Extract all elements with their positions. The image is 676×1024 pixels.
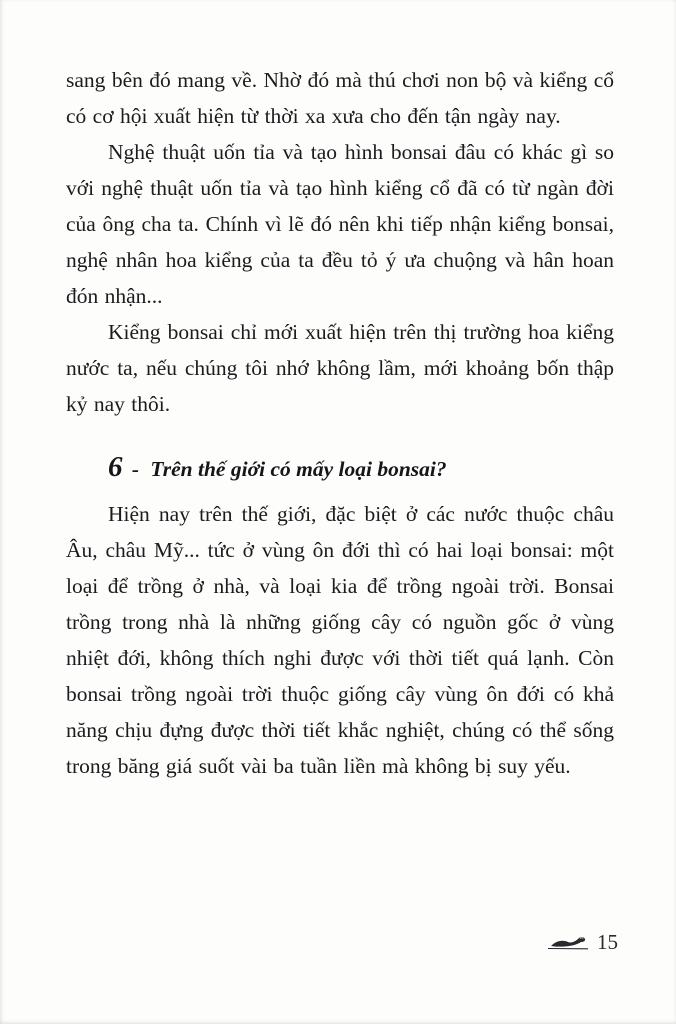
page-footer xyxy=(547,930,618,954)
section-heading xyxy=(66,450,614,486)
text-block xyxy=(66,62,614,784)
page-number: 15 xyxy=(597,930,618,954)
bird-sketch-icon xyxy=(547,933,589,954)
paragraph: Kiểng bonsai chỉ mới xuất hiện trên thị trường hoa kiểng nước ta, nếu chúng tôi nhớ không lầm, mới khoảng bốn thập kỷ nay thôi. xyxy=(66,320,614,416)
section-heading-dash: - xyxy=(131,457,140,481)
paragraph: sang bên đó mang về. Nhờ đó mà thú chơi non bộ và kiểng cổ có cơ hội xuất hiện từ thời xa xưa cho đến tận ngày nay. xyxy=(66,68,614,128)
paragraph: Nghệ thuật uốn tỉa và tạo hình bonsai đâu có khác gì so với nghệ thuật uốn tỉa và tạo hình kiểng cổ đã có từ ngàn đời của ông cha ta. Chính vì lẽ đó nên khi tiếp nhận kiểng bonsai, nghệ nhân hoa kiểng của ta đều tỏ ý ưa chuộng và hân hoan đón nhận... xyxy=(66,140,614,308)
section-number: 6 xyxy=(108,451,123,483)
paragraph: Hiện nay trên thế giới, đặc biệt ở các nước thuộc châu Âu, châu Mỹ... tức ở vùng ôn đới thì có hai loại bonsai: một loại để trồng ở nhà, và loại kia để trồng ngoài trời. Bonsai trồng trong nhà là những giống cây có nguồn gốc ở vùng nhiệt đới, không thích nghi được với thời tiết quá lạnh. Còn bonsai trồng ngoài trời thuộc giống cây vùng ôn đới có khả năng chịu đựng được thời tiết khắc nghiệt, chúng có thể sống trong băng giá suốt vài ba tuần liền mà không bị suy yếu. xyxy=(66,502,614,778)
section-heading-title: Trên thế giới có mấy loại bonsai? xyxy=(150,457,447,481)
